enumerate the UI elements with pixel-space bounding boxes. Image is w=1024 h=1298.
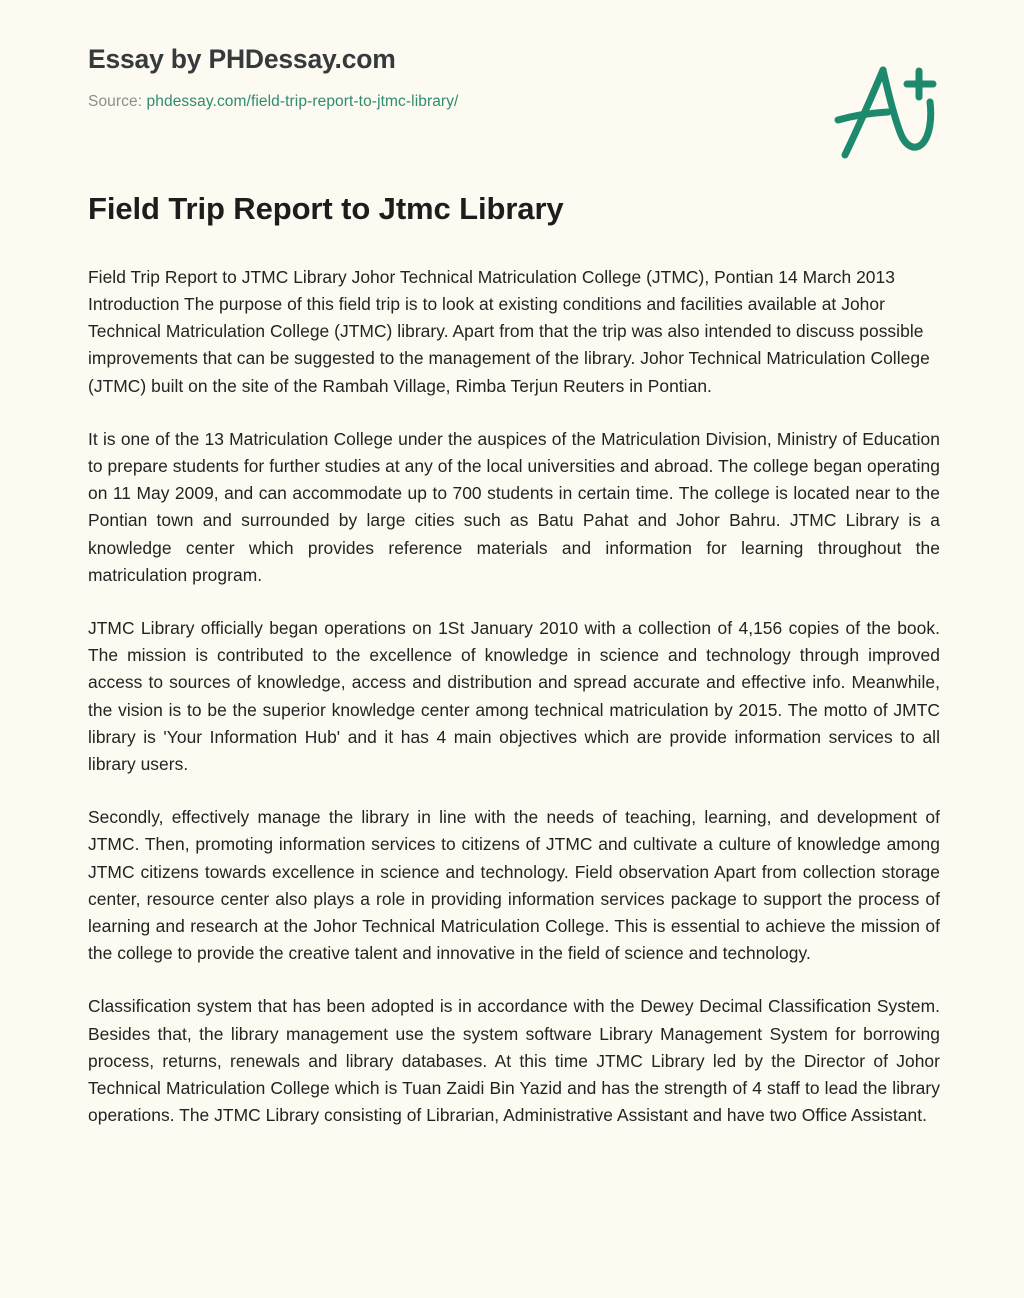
a-plus-logo bbox=[830, 58, 946, 162]
source-url-link[interactable]: phdessay.com/field-trip-report-to-jtmc-library/ bbox=[146, 92, 459, 110]
body-paragraph: Secondly, effectively manage the library in line with the needs of teaching, learning, and development of JTMC. Then, promoting information services to citizens of JTMC and cultivate a culture of knowledge among JTMC citizens towards excellence in science and technology. Field observation Apart from collection storage center, resource center also plays a role in providing information services package to support the process of learning and research at the Johor Technical Matriculation College. This is essential to achieve the mission of the college to provide the creative talent and innovative in the field of science and technology. bbox=[88, 807, 940, 964]
source-label: Source: bbox=[88, 92, 143, 110]
body-paragraph: JTMC Library officially began operations on 1St January 2010 with a collection of 4,156 copies of the book. The mission is contributed to the excellence of knowledge in science and technology through improved access to sources of knowledge, access and distribution and spread accurate and effective info. Meanwhile, the vision is to be the superior knowledge center among technical matriculation by 2015. The motto of JMTC library is 'Your Information Hub' and it has 4 main objectives which are provide information services to all library users. bbox=[88, 617, 940, 774]
body-paragraph: It is one of the 13 Matriculation College under the auspices of the Matriculation Division, Ministry of Education to prepare students for further studies at any of the local universities and abroad. The college began operating on 11 May 2009, and can accommodate up to 700 students in certain time. The college is located near to the Pontian town and surrounded by large cities such as Batu Pahat and Johor Bahru. JTMC Library is a knowledge center which provides reference materials and information for learning throughout the matriculation program. bbox=[88, 428, 940, 585]
source-line bbox=[88, 93, 940, 112]
brand-title: Essay by PHDessay.com bbox=[88, 44, 396, 74]
page-header bbox=[0, 0, 1024, 146]
body-paragraph: Classification system that has been adopted is in accordance with the Dewey Decimal Classification System. Besides that, the library management use the system software Library Management System for borrowing process, returns, renewals and library databases. At this time JTMC Library led by the Director of Johor Technical Matriculation College which is Tuan Zaidi Bin Yazid and has the strength of 4 staff to lead the library operations. The JTMC Library consisting of Librarian, Administrative Assistant and have two Office Assistant. bbox=[88, 996, 940, 1126]
document-body bbox=[0, 264, 1024, 1130]
body-paragraph: Field Trip Report to JTMC Library Johor Technical Matriculation College (JTMC), Pontian 14 March 2013 Introduction The purpose of this field trip is to look at existing conditions and facilities available at Johor Technical Matriculation College (JTMC) library. Apart from that the trip was also intended to discuss possible improvements that can be suggested to the management of the library. Johor Technical Matriculation College (JTMC) built on the site of the Rambah Village, Rimba Terjun Reuters in Pontian. bbox=[88, 266, 930, 396]
page-title: Field Trip Report to Jtmc Library bbox=[88, 191, 564, 226]
a-plus-icon bbox=[830, 58, 946, 162]
